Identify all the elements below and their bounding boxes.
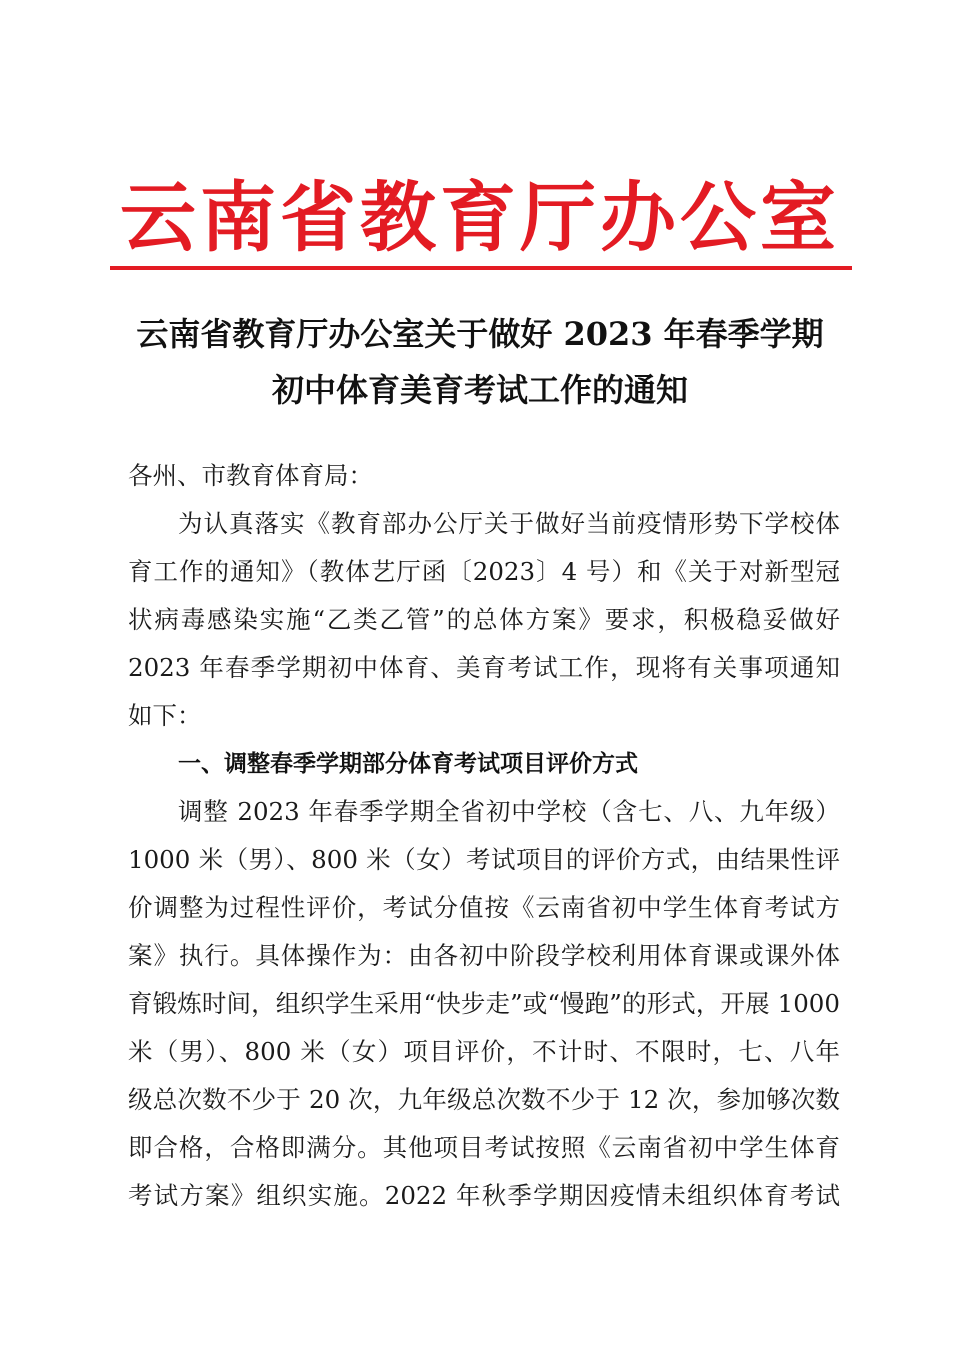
intro-paragraph — [128, 500, 840, 740]
paragraph-line: 2023 年春季学期初中体育、美育考试工作，现将有关事项通知 — [128, 653, 840, 682]
letterhead-red-rule — [110, 266, 852, 270]
document-title-line-2: 初中体育美育考试工作的通知 — [271, 371, 688, 409]
paragraph-line: 级总次数不少于 20 次，九年级总次数不少于 12 次，参加够次数 — [128, 1085, 840, 1114]
paragraph-line: 调整 2023 年春季学期全省初中学校（含七、八、九年级） — [178, 797, 840, 826]
paragraph-line: 为认真落实《教育部办公厅关于做好当前疫情形势下学校体 — [178, 509, 840, 538]
section-paragraph — [128, 788, 840, 1220]
paragraph-line: 考试方案》组织实施。2022 年秋季学期因疫情未组织体育考试 — [128, 1181, 840, 1210]
document-title — [0, 306, 960, 418]
paragraph-line: 如下： — [128, 701, 202, 730]
letterhead-org-name: 云南省教育厅办公室 — [120, 173, 840, 262]
paragraph-line: 价调整为过程性评价，考试分值按《云南省初中学生体育考试方 — [128, 893, 840, 922]
paragraph-line: 即合格，合格即满分。其他项目考试按照《云南省初中学生体育 — [128, 1133, 840, 1162]
paragraph-line: 案》执行。具体操作为：由各初中阶段学校利用体育课或课外体 — [128, 941, 840, 970]
paragraph-line: 育锻炼时间，组织学生采用“快步走”或“慢跑”的形式，开展 1000 — [128, 989, 840, 1018]
document-body — [128, 452, 840, 1220]
document-title-line-1: 云南省教育厅办公室关于做好 2023 年春季学期 — [136, 315, 824, 353]
paragraph-line: 米（男）、800 米（女）项目评价，不计时、不限时，七、八年 — [128, 1037, 840, 1066]
paragraph-line: 状病毒感染实施“乙类乙管”的总体方案》要求，积极稳妥做好 — [128, 605, 840, 634]
paragraph-line: 育工作的通知》（教体艺厅函〔2023〕4 号）和《关于对新型冠 — [128, 557, 840, 586]
paragraph-line: 1000 米（男）、800 米（女）考试项目的评价方式，由结果性评 — [128, 845, 840, 874]
section-heading: 一、调整春季学期部分体育考试项目评价方式 — [178, 751, 638, 777]
salutation: 各州、市教育体育局： — [128, 461, 373, 490]
